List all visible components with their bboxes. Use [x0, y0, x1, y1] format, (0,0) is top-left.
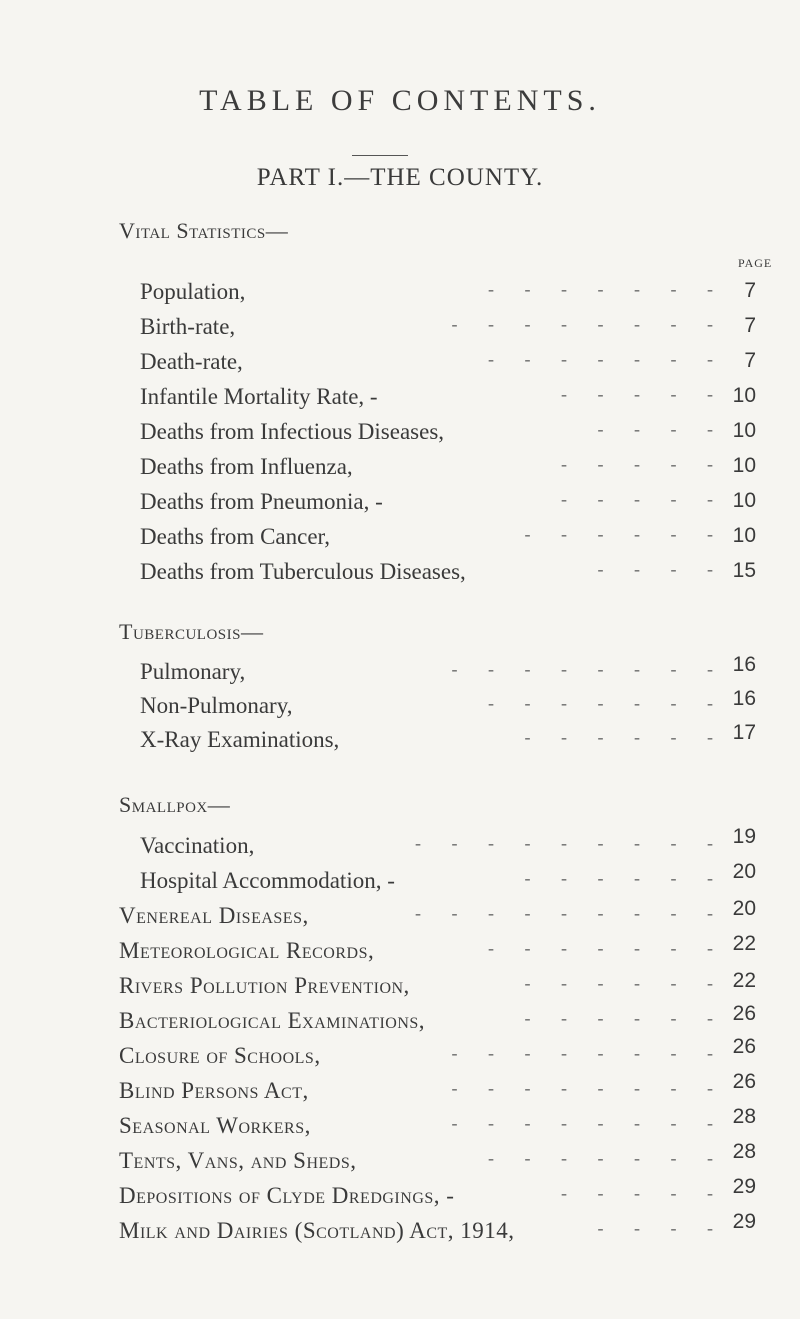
- entry-page-number: 7: [744, 349, 756, 372]
- section-heading-vital-statistics: Vital Statistics—: [119, 218, 289, 243]
- entry-label: Depositions of Clyde Dredgings, -: [119, 1183, 455, 1208]
- entry-label: Birth-rate,: [140, 314, 236, 339]
- leader-dots: - - - - - -: [524, 973, 726, 993]
- leader-dots: - - - - -: [561, 454, 726, 474]
- entry-label: Milk and Dairies (Scotland) Act, 1914,: [119, 1218, 515, 1243]
- entry-page-number: 7: [744, 314, 756, 337]
- entry-page-number: 19: [732, 825, 756, 848]
- entry-label: Tents, Vans, and Sheds,: [119, 1148, 357, 1173]
- leader-dots: - - - -: [597, 419, 726, 439]
- entry-label: Non-Pulmonary,: [140, 693, 293, 718]
- leader-dots: - - - - - -: [524, 524, 726, 544]
- entry-label: Hospital Accommodation, -: [140, 868, 395, 893]
- toc-entry-closure-of-schools: [0, 1035, 800, 1075]
- toc-entry-bacteriological-examinations: [0, 1002, 800, 1040]
- toc-entry-non-pulmonary: [0, 687, 800, 725]
- entry-label: Infantile Mortality Rate, -: [140, 384, 378, 409]
- leader-dots: - - - - - - - -: [451, 1113, 726, 1133]
- leader-dots: - - - - - - - -: [451, 1043, 726, 1063]
- entry-label: Blind Persons Act,: [119, 1078, 309, 1103]
- leader-dots: - - - - - - -: [488, 279, 726, 299]
- entry-label: Deaths from Cancer,: [140, 524, 331, 549]
- toc-entry-pulmonary: [0, 653, 800, 691]
- leader-dots: - - - -: [597, 1218, 726, 1238]
- entry-page-number: 28: [732, 1140, 756, 1163]
- entry-label: Rivers Pollution Prevention,: [119, 973, 410, 998]
- section-heading-tuberculosis: Tuberculosis—: [119, 619, 264, 644]
- toc-entry-infectious-diseases: [0, 419, 800, 451]
- entry-label: Population,: [140, 279, 246, 304]
- toc-entry-milk-and-dairies: [0, 1210, 800, 1250]
- toc-entry-tents-vans-sheds: [0, 1140, 800, 1180]
- toc-entry-population: [0, 279, 800, 311]
- toc-entry-clyde-dredgings: [0, 1175, 800, 1215]
- toc-entry-rivers-pollution: [0, 969, 800, 1005]
- entry-label: Bacteriological Examinations,: [119, 1008, 426, 1033]
- entry-page-number: 16: [732, 687, 756, 710]
- entry-page-number: 15: [732, 559, 756, 582]
- toc-entry-cancer: [0, 524, 800, 556]
- part-heading: PART I.—THE COUNTY.: [256, 164, 544, 191]
- leader-dots: - - - - - -: [524, 727, 726, 747]
- title-divider: [352, 155, 408, 156]
- entry-page-number: 17: [732, 721, 756, 744]
- page-title: TABLE OF CONTENTS.: [199, 84, 601, 117]
- toc-entry-venereal-diseases: [0, 897, 800, 935]
- entry-page-number: 20: [732, 860, 756, 883]
- toc-entry-infantile-mortality: [0, 384, 800, 416]
- leader-dots: - - - - - - - - -: [415, 833, 726, 853]
- leader-dots: - - - - - - - -: [451, 1078, 726, 1098]
- leader-dots: - - - - - - -: [488, 1148, 726, 1168]
- entry-label: Seasonal Workers,: [119, 1113, 311, 1138]
- toc-entry-blind-persons-act: [0, 1070, 800, 1110]
- toc-entry-seasonal-workers: [0, 1105, 800, 1145]
- leader-dots: - - - - - - -: [488, 938, 726, 958]
- entry-label: Venereal Diseases,: [119, 903, 309, 928]
- entry-label: Closure of Schools,: [119, 1043, 321, 1068]
- toc-entry-birth-rate: [0, 314, 800, 346]
- leader-dots: - - - - -: [561, 384, 726, 404]
- leader-dots: - - - -: [597, 559, 726, 579]
- toc-entry-tuberculous-diseases: [0, 559, 800, 591]
- leader-dots: - - - - - - - - -: [415, 903, 726, 923]
- entry-page-number: 22: [732, 969, 756, 992]
- entry-page-number: 7: [744, 279, 756, 302]
- leader-dots: - - - - - - -: [488, 349, 726, 369]
- entry-label: Deaths from Influenza,: [140, 454, 353, 479]
- toc-entry-vaccination: [0, 825, 800, 865]
- page-column-label: PAGE: [738, 256, 773, 270]
- entry-page-number: 26: [732, 1035, 756, 1058]
- entry-page-number: 16: [732, 653, 756, 676]
- entry-label: Deaths from Pneumonia, -: [140, 489, 383, 514]
- entry-page-number: 26: [732, 1002, 756, 1025]
- toc-entry-pneumonia: [0, 489, 800, 521]
- leader-dots: - - - - - - -: [488, 693, 726, 713]
- entry-page-number: 10: [732, 384, 756, 407]
- entry-label: Deaths from Tuberculous Diseases,: [140, 559, 466, 584]
- entry-page-number: 26: [732, 1070, 756, 1093]
- toc-entry-xray: [0, 721, 800, 759]
- toc-entry-influenza: [0, 454, 800, 486]
- leader-dots: - - - - - - - -: [451, 659, 726, 679]
- leader-dots: - - - - - -: [524, 868, 726, 888]
- entry-page-number: 28: [732, 1105, 756, 1128]
- toc-entry-meteorological-records: [0, 932, 800, 970]
- entry-page-number: 10: [732, 419, 756, 442]
- toc-entry-death-rate: [0, 349, 800, 381]
- entry-page-number: 22: [732, 932, 756, 955]
- entry-label: Vaccination,: [140, 833, 255, 858]
- entry-label: Pulmonary,: [140, 659, 246, 684]
- entry-label: Deaths from Infectious Diseases,: [140, 419, 445, 444]
- leader-dots: - - - - -: [561, 1183, 726, 1203]
- entry-page-number: 10: [732, 454, 756, 477]
- entry-label: Meteorological Records,: [119, 938, 375, 963]
- section-heading-smallpox: Smallpox—: [119, 792, 231, 817]
- toc-entry-hospital-accommodation: [0, 860, 800, 900]
- entry-page-number: 10: [732, 489, 756, 512]
- entry-label: Death-rate,: [140, 349, 243, 374]
- leader-dots: - - - - - -: [524, 1008, 726, 1028]
- entry-label: X-Ray Examinations,: [140, 727, 340, 752]
- entry-page-number: 29: [732, 1175, 756, 1198]
- entry-page-number: 10: [732, 524, 756, 547]
- entry-page-number: 29: [732, 1210, 756, 1233]
- leader-dots: - - - - - - - -: [451, 314, 726, 334]
- entry-page-number: 20: [732, 897, 756, 920]
- leader-dots: - - - - -: [561, 489, 726, 509]
